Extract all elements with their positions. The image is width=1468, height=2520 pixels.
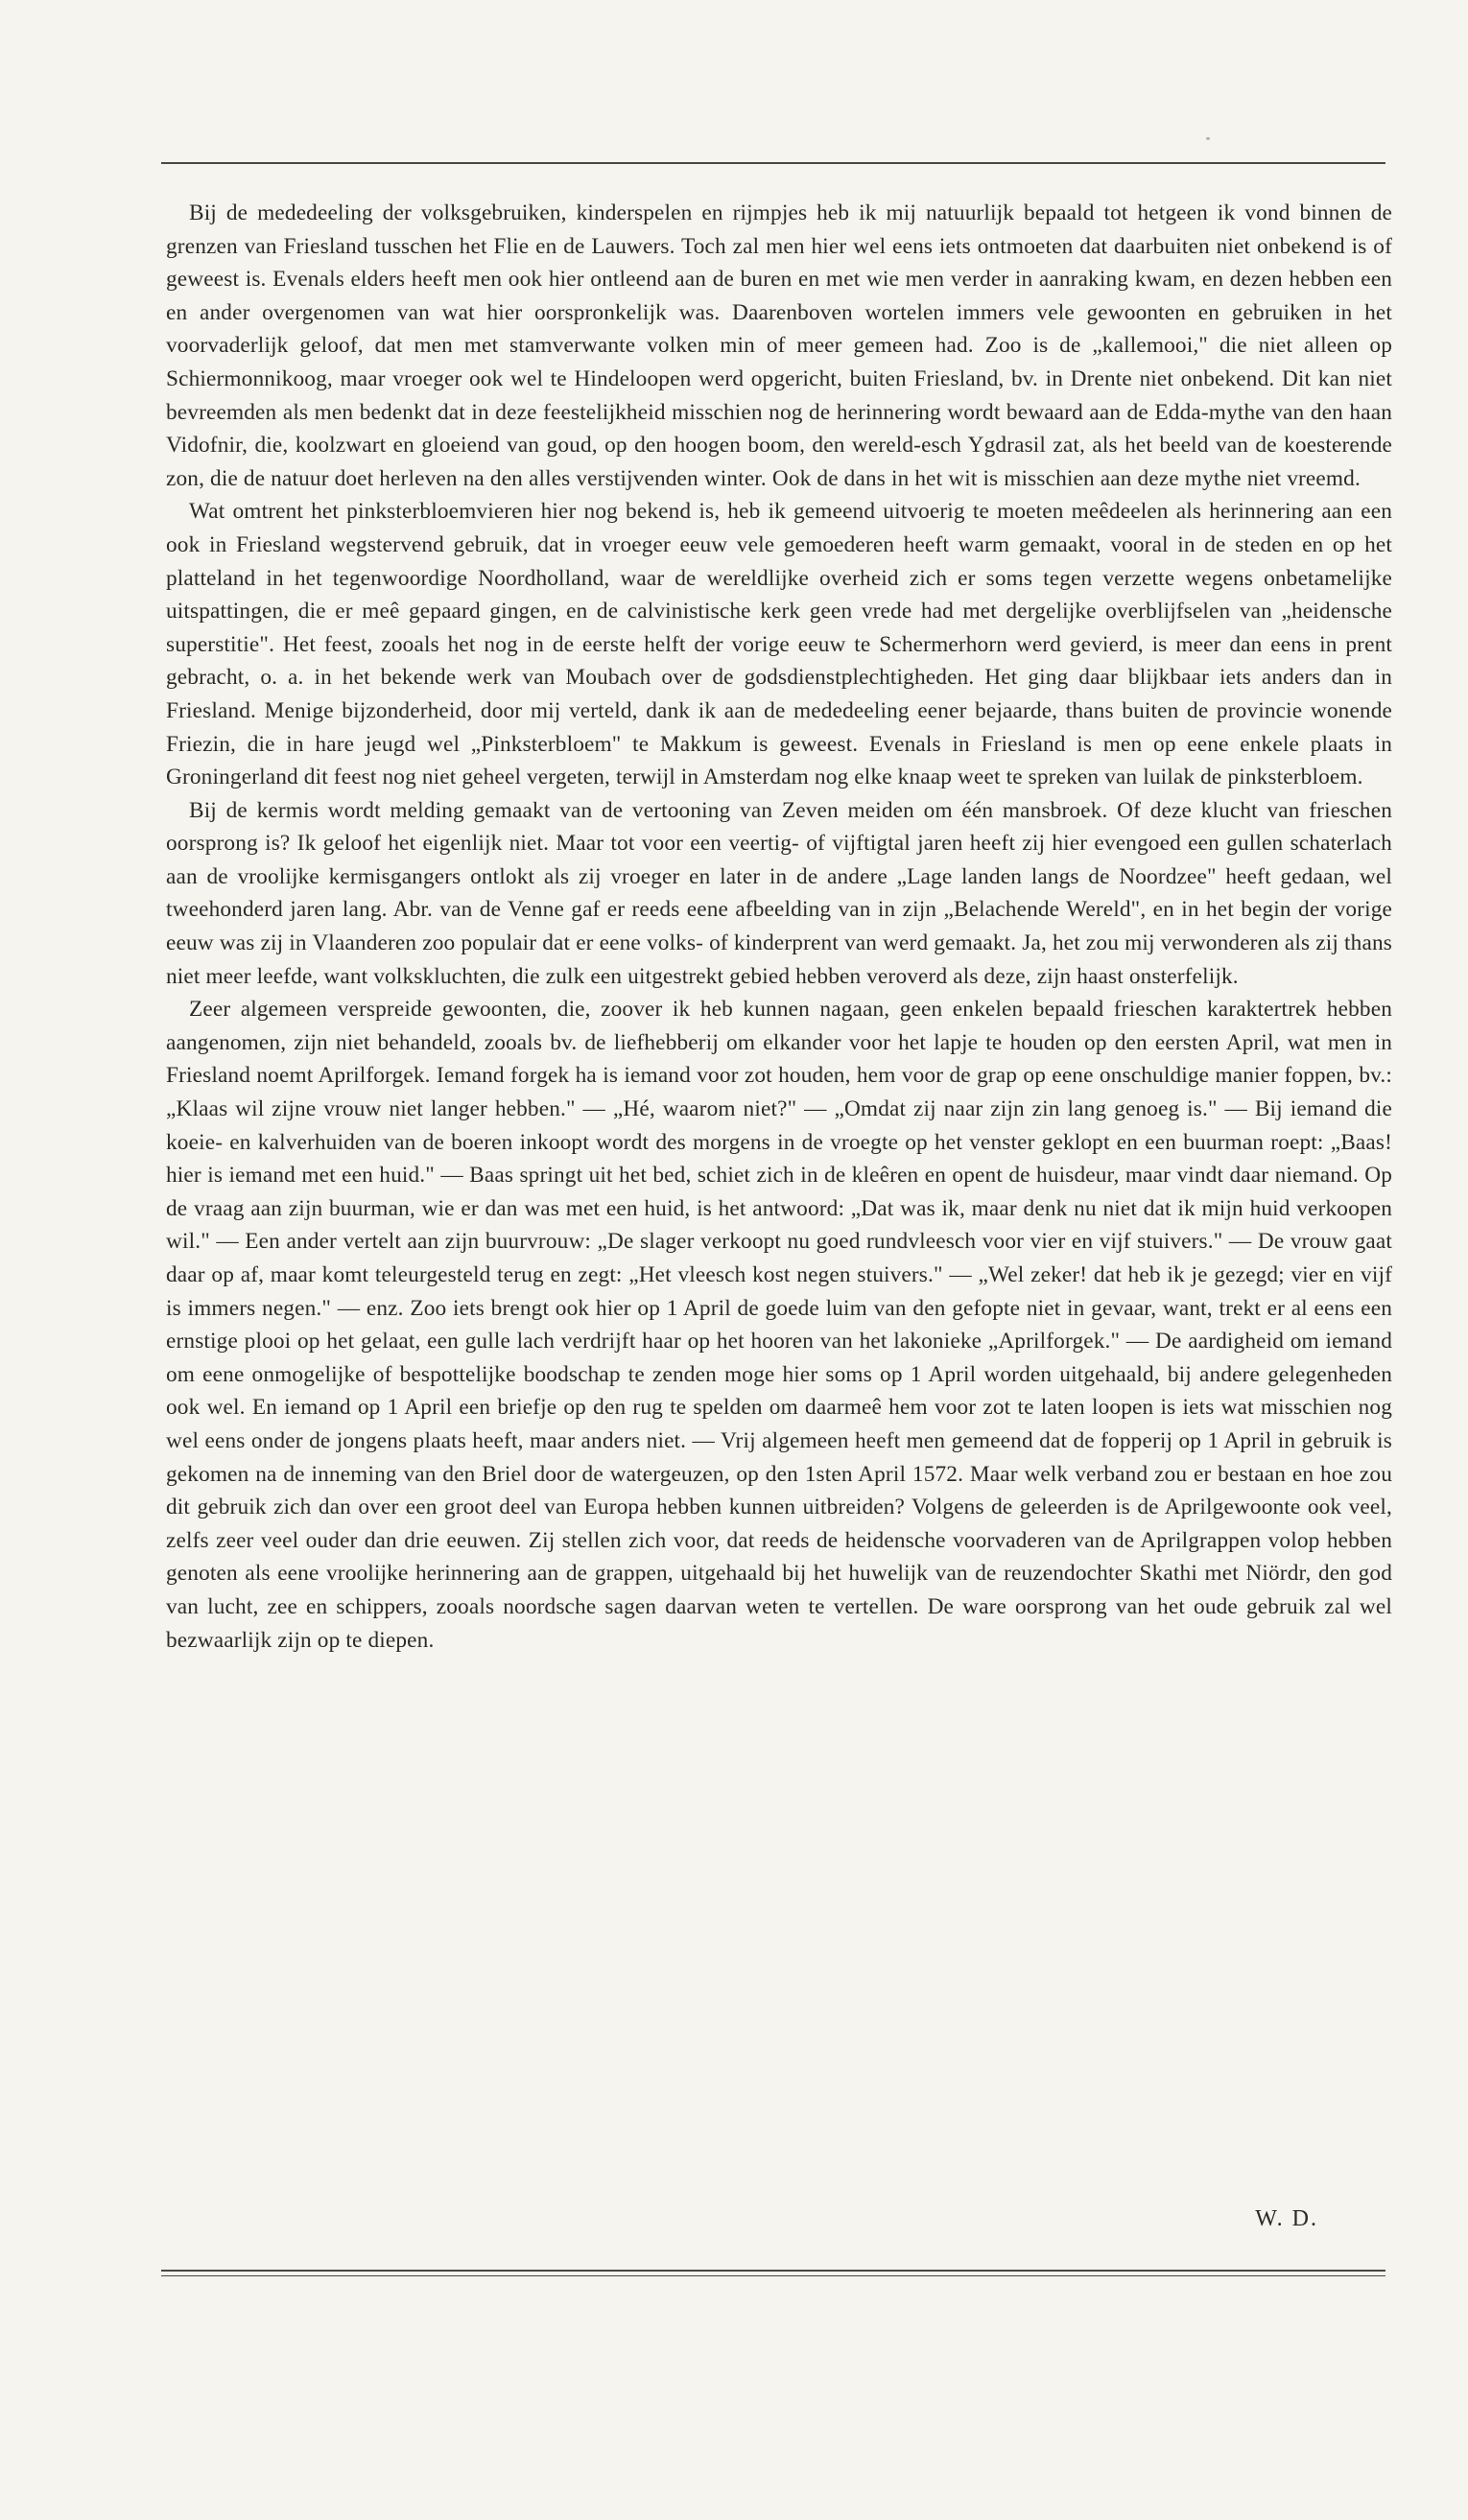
bottom-rule-thin [161, 2275, 1385, 2276]
top-rule [161, 162, 1385, 164]
print-speck [1206, 137, 1210, 140]
paragraph-1: Bij de mededeeling der volksgebruiken, kinderspelen en rijmpjes heb ik mij natuurlijk bepaald tot hetgeen ik vond binnen de grenzen van Friesland tusschen het Flie en de Lauwers. Toch zal men hier wel eens iets ontmoeten dat daarbuiten niet onbekend is of geweest is. Evenals elders heeft men ook hier ontleend aan de buren en met wie men verder in aanraking kwam, en dezen hebben een en ander overgenomen van wat hier oorspronkelijk was. Daarenboven wortelen immers vele gewoonten en gebruiken in het voorvaderlijk geloof, dat men met stamverwante volken min of meer gemeen had. Zoo is de „kallemooi," die niet alleen op Schiermonnikoog, maar vroeger ook wel te Hindeloopen werd opgericht, buiten Friesland, bv. in Drente niet onbekend. Dit kan niet bevreemden als men bedenkt dat in deze feestelijkheid misschien nog de herinnering wordt bewaard aan de Edda-mythe van den haan Vidofnir, die, koolzwart en gloeiend van goud, op den hoogen boom, den wereld-esch Ygdrasil zat, als het beeld van de koesterende zon, die de natuur doet herleven na den alles verstijvenden winter. Ook de dans in het wit is misschien aan deze mythe niet vreemd. [166, 200, 1392, 491]
paragraph-2: Wat omtrent het pinksterbloemvieren hier nog bekend is, heb ik gemeend uitvoerig te moeten meêdeelen als herinnering aan een ook in Friesland wegstervend gebruik, dat in vroeger eeuw vele gemoederen heeft warm gemaakt, vooral in de steden en op het platteland in het tegenwoordige Noordholland, waar de wereldlijke overheid zich er soms tegen verzette wegens onbetamelijke uitspattingen, die er meê gepaard gingen, en de calvinistische kerk geen vrede had met dergelijke overblijfselen van „heidensche superstitie". Het feest, zooals het nog in de eerste helft der vorige eeuw te Schermerhorn werd gevierd, is meer dan eens in prent gebracht, o. a. in het bekende werk van Moubach over de godsdienstplechtigheden. Het ging daar blijkbaar iets anders dan in Friesland. Menige bijzonderheid, door mij verteld, dank ik aan de mededeeling eener bejaarde, thans buiten de provincie wonende Friezin, die in hare jeugd wel „Pinksterbloem" te Makkum is geweest. Evenals in Friesland is men op eene enkele plaats in Groningerland dit feest nog niet geheel vergeten, terwijl in Amsterdam nog elke knaap weet te spreken van luilak de pinksterbloem. [166, 499, 1392, 790]
paragraph-3: Bij de kermis wordt melding gemaakt van de vertooning van Zeven meiden om één mansbroek. Of deze klucht van frieschen oorsprong is? Ik geloof het eigenlijk niet. Maar tot voor een veertig- of vijftigtal jaren heeft zij hier evengoed een gullen schaterlach aan de vroolijke kermisgangers ontlokt als zij vroeger en later in de andere „Lage landen langs de Noordzee" heeft gedaan, wel tweehonderd jaren lang. Abr. van de Venne gaf er reeds eene afbeelding van in zijn „Belachende Wereld", en in het begin der vorige eeuw was zij in Vlaanderen zoo populair dat er eene volks- of kinderprent van werd gemaakt. Ja, het zou mij verwonderen als zij thans niet meer leefde, want volkskluchten, die zulk een uitgestrekt gebied hebben veroverd als deze, zijn haast onsterfelijk. [166, 797, 1392, 989]
signature: W. D. [1255, 2206, 1318, 2231]
paragraph-4: Zeer algemeen verspreide gewoonten, die, zoover ik heb kunnen nagaan, geen enkelen bepaald frieschen karaktertrek hebben aangenomen, zijn niet behandeld, zooals bv. de liefhebberij om elkander voor het lapje te houden op den eersten April, wat men in Friesland noemt Aprilforgek. Iemand forgek ha is iemand voor zot houden, hem voor de grap op eene onschuldige manier foppen, bv.: „Klaas wil zijne vrouw niet langer hebben." — „Hé, waarom niet?" — „Omdat zij naar zijn zin lang genoeg is." — Bij iemand die koeie- en kalverhuiden van de boeren inkoopt wordt des morgens in de vroegte op het venster geklopt en een buurman roept: „Baas! hier is iemand met een huid." — Baas springt uit het bed, schiet zich in de kleêren en opent de huisdeur, maar vindt daar niemand. Op de vraag aan zijn buurman, wie er dan was met een huid, is het antwoord: „Dat was ik, maar denk nu niet dat ik mijn huid verkoopen wil." — Een ander vertelt aan zijn buurvrouw: „De slager verkoopt nu goed rundvleesch voor vier en vijf stuivers." — De vrouw gaat daar op af, maar komt teleurgesteld terug en zegt: „Het vleesch kost negen stuivers." — „Wel zeker! dat heb ik je gezegd; vier en vijf is immers negen." — enz. Zoo iets brengt ook hier op 1 April de goede luim van den gefopte niet in gevaar, want, trekt er al eens een ernstige plooi op het gelaat, een gulle lach verdrijft haar op het hooren van het lakonieke „Aprilforgek." — De aardigheid om iemand om eene onmogelijke of bespottelijke boodschap te zenden moge hier soms op 1 April worden uitgehaald, bij andere gelegenheden ook wel. En iemand op 1 April een briefje op den rug te spelden om daarmeê hem voor zot te laten loopen is iets wat misschien nog wel eens onder de jongens plaats heeft, maar anders niet. — Vrij algemeen heeft men gemeend dat de fopperij op 1 April in gebruik is gekomen na de inneming van den Briel door de watergeuzen, op den 1sten April 1572. Maar welk verband zou er bestaan en hoe zou dit gebruik zich dan over een groot deel van Europa hebben kunnen uitbreiden? Volgens de geleerden is de Aprilgewoonte ook veel, zelfs zeer veel ouder dan drie eeuwen. Zij stellen zich voor, dat reeds de heidensche voorvaderen van de Aprilgrappen volop hebben genoten als eene vroolijke herinnering aan de grappen, uitgehaald bij het huwelijk van de reuzendochter Skathi met Niördr, den god van lucht, zee en schippers, zooals noordsche sagen daarvan weten te vertellen. De ware oorsprong van het oude gebruik zal wel bezwaarlijk zijn op te diepen. [166, 997, 1392, 1653]
body-text [166, 197, 1392, 1657]
bottom-rule [161, 2270, 1385, 2272]
